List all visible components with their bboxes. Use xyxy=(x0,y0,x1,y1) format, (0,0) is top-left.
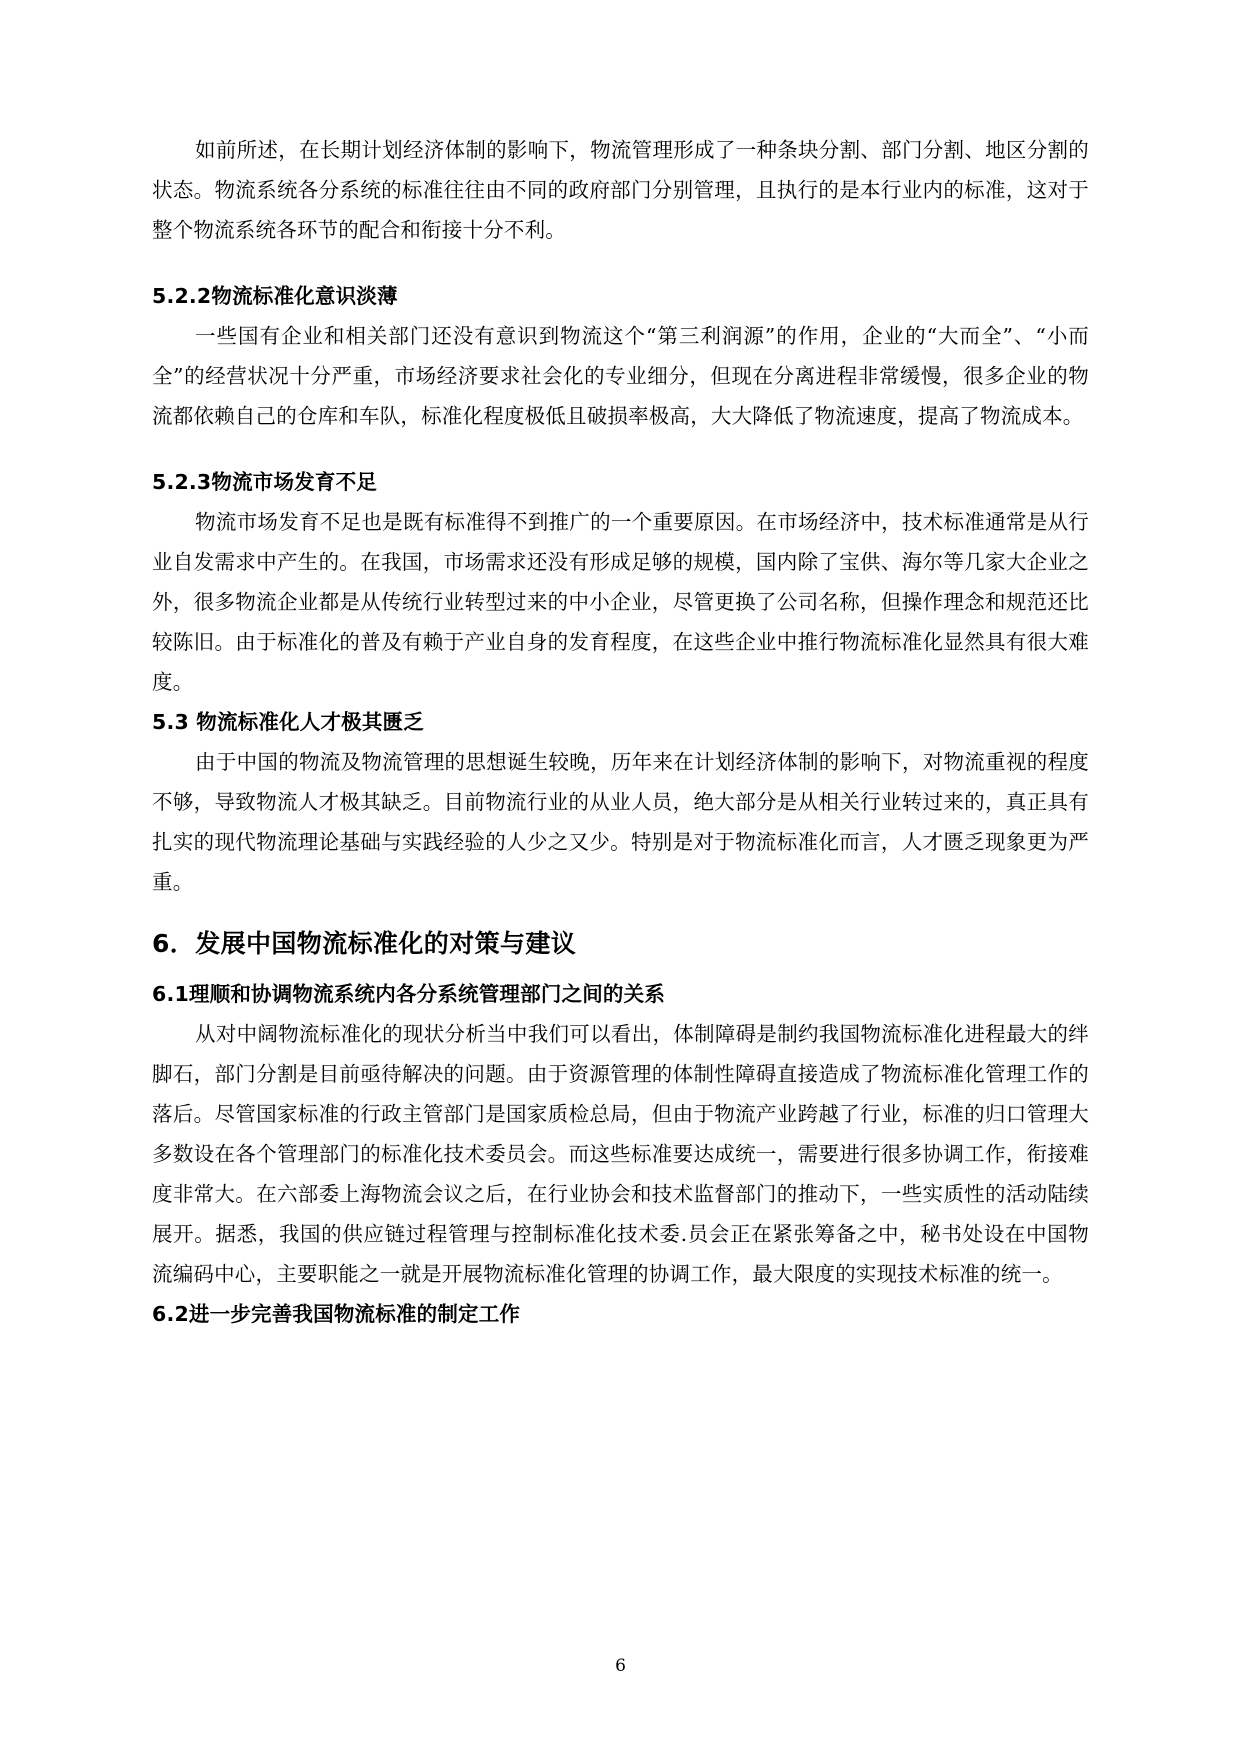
spacer xyxy=(152,902,1089,920)
page-number: 6 xyxy=(615,1656,626,1676)
paragraph-5-2-2: 一些国有企业和相关部门还没有意识到物流这个“第三利润源”的作用，企业的“大而全”、“小而全”的经营状况十分严重，市场经济要求社会化的专业细分，但现在分离进程非常缓慢，很多企业的物流都依赖自己的仓库和车队，标准化程度极低且破损率极高，大大降低了物流速度，提高了物流成本。 xyxy=(152,324,1089,428)
spacer xyxy=(152,250,1089,276)
heading-6-1: 6.1理顺和协调物流系统内各分系统管理部门之间的关系 xyxy=(152,982,666,1006)
paragraph-intro: 如前所述，在长期计划经济体制的影响下，物流管理形成了一种条块分割、部门分割、地区分割的状态。物流系统各分系统的标准往往由不同的政府部门分别管理，且执行的是本行业内的标准，这对于整个物流系统各环节的配合和衔接十分不利。 xyxy=(152,138,1089,242)
spacer xyxy=(152,436,1089,462)
paragraph-6-1: 从对中阔物流标准化的现状分析当中我们可以看出，体制障碍是制约我国物流标准化进程最大的绊脚石，部门分割是目前亟待解决的问题。由于资源管理的体制性障碍直接造成了物流标准化管理工作的落后。尽管国家标准的行政主管部门是国家质检总局，但由于物流产业跨越了行业，标准的归口管理大多数设在各个管理部门的标准化技术委员会。而这些标准要达成统一，需要进行很多协调工作，衔接难度非常大。在六部委上海物流会议之后，在行业协会和技术监督部门的推动下，一些实质性的活动陆续展开。据悉，我国的供应链过程管理与控制标准化技术委.员会正在紧张筹备之中，秘书处设在中国物流编码中心，主要职能之一就是开展物流标准化管理的协调工作，最大限度的实现技术标准的统一。 xyxy=(152,1022,1089,1286)
heading-section-6: 6．发展中国物流标准化的对策与建议 xyxy=(152,929,577,958)
heading-5-2-2: 5.2.2物流标准化意识淡薄 xyxy=(152,284,398,308)
heading-5-3: 5.3 物流标准化人才极其匮乏 xyxy=(152,710,424,734)
paragraph-5-2-3: 物流市场发育不足也是既有标准得不到推广的一个重要原因。在市场经济中，技术标准通常是从行业自发需求中产生的。在我国，市场需求还没有形成足够的规模，国内除了宝供、海尔等几家大企业之外，很多物流企业都是从传统行业转型过来的中小企业，尽管更换了公司名称，但操作理念和规范还比较陈旧。由于标准化的普及有赖于产业自身的发育程度，在这些企业中推行物流标准化显然具有很大难度。 xyxy=(152,510,1089,694)
paragraph-5-3: 由于中国的物流及物流管理的思想诞生较晚，历年来在计划经济体制的影响下，对物流重视的程度不够，导致物流人才极其缺乏。目前物流行业的从业人员，绝大部分是从相关行业转过来的，真正具有扎实的现代物流理论基础与实践经验的人少之又少。特别是对于物流标准化而言，人才匮乏现象更为严重。 xyxy=(152,750,1089,894)
heading-6-2: 6.2进一步完善我国物流标准的制定工作 xyxy=(152,1302,521,1326)
heading-5-2-3: 5.2.3物流市场发育不足 xyxy=(152,470,377,494)
